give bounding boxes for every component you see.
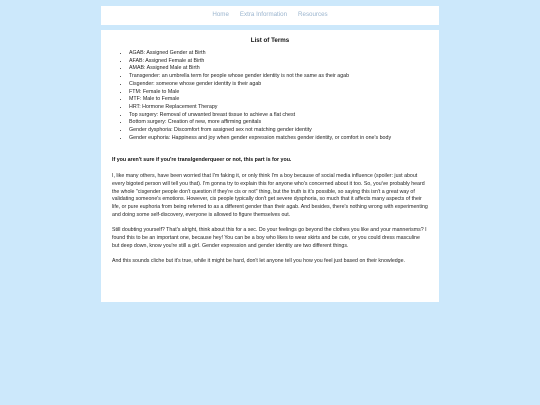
term-item: • HRT: Hormone Replacement Therapy: [129, 104, 428, 112]
page-title: List of Terms: [250, 37, 290, 44]
term-item: • Gender euphoria: Happiness and joy when gender expression matches gender identity, or comfort in one's body: [129, 135, 428, 143]
top-nav: [101, 6, 439, 25]
paragraph: I, like many others, have been worried that I'm faking it, or only think I'm a boy because of social media influence (spoiler: just about every bigoted person will tell you that). I'm gonna try to explain this for anyone who's concerned about it too. So, you've probably heard the whole "cisgender people don't question if they're cis or not" thing, but the truth is it's possible, so saying this isn't a great way of validating someone's emotions. However, cis people typically don't get severe dysphoria, so much that it affects many aspects of their life, or pure euphoria from being referred to as a different gender than their agab. And besides, there's nothing wrong with experimenting and doing some self-discovery, everyone is allowed to figure themselves out.: [112, 173, 428, 218]
nav-link-resources[interactable]: Resources: [298, 11, 328, 19]
term-item: • Gender dysphoria: Discomfort from assigned sex not matching gender identity: [129, 127, 428, 135]
terms-list: [112, 50, 428, 142]
term-item: • AFAB: Assigned Female at Birth: [129, 58, 428, 66]
term-item: • AGAB: Assigned Gender at Birth: [129, 50, 428, 58]
term-item: • Cisgender: someone whose gender identity is their agab: [129, 81, 428, 89]
term-item: • Transgender: an umbrella term for people whose gender identity is not the same as their agab: [129, 73, 428, 81]
term-item: • AMAB: Assigned Male at Birth: [129, 65, 428, 73]
term-item: • FTM: Female to Male: [129, 89, 428, 97]
term-item: • MTF: Male to Female: [129, 96, 428, 104]
nav-link-home[interactable]: Home: [212, 11, 229, 19]
term-item: • Bottom surgery: Creation of new, more affirming genitals: [129, 119, 428, 127]
term-item: • Top surgery: Removal of unwanted breast tissue to achieve a flat chest: [129, 112, 428, 120]
nav-link-extra-information[interactable]: Extra Information: [239, 11, 288, 19]
paragraph: Still doubting yourself? That's alright, think about this for a sec. Do your feelings go beyond the clothes you like and your mannerisms? I found this to be an important one, because hey! You can be a boy who likes to wear skirts and be cute, or you could dress masculine but deep down, know you're still a girl. Gender expression and gender identity are two different things.: [112, 227, 427, 249]
paragraph: And this sounds cliche but it's true, while it might be hard, don't let anyone tell you how you feel just based on their knowledge.: [112, 258, 405, 265]
content-card: [101, 30, 439, 302]
section-note: If you aren't sure if you're translgenderqueer or not, this part is for you.: [112, 157, 292, 164]
